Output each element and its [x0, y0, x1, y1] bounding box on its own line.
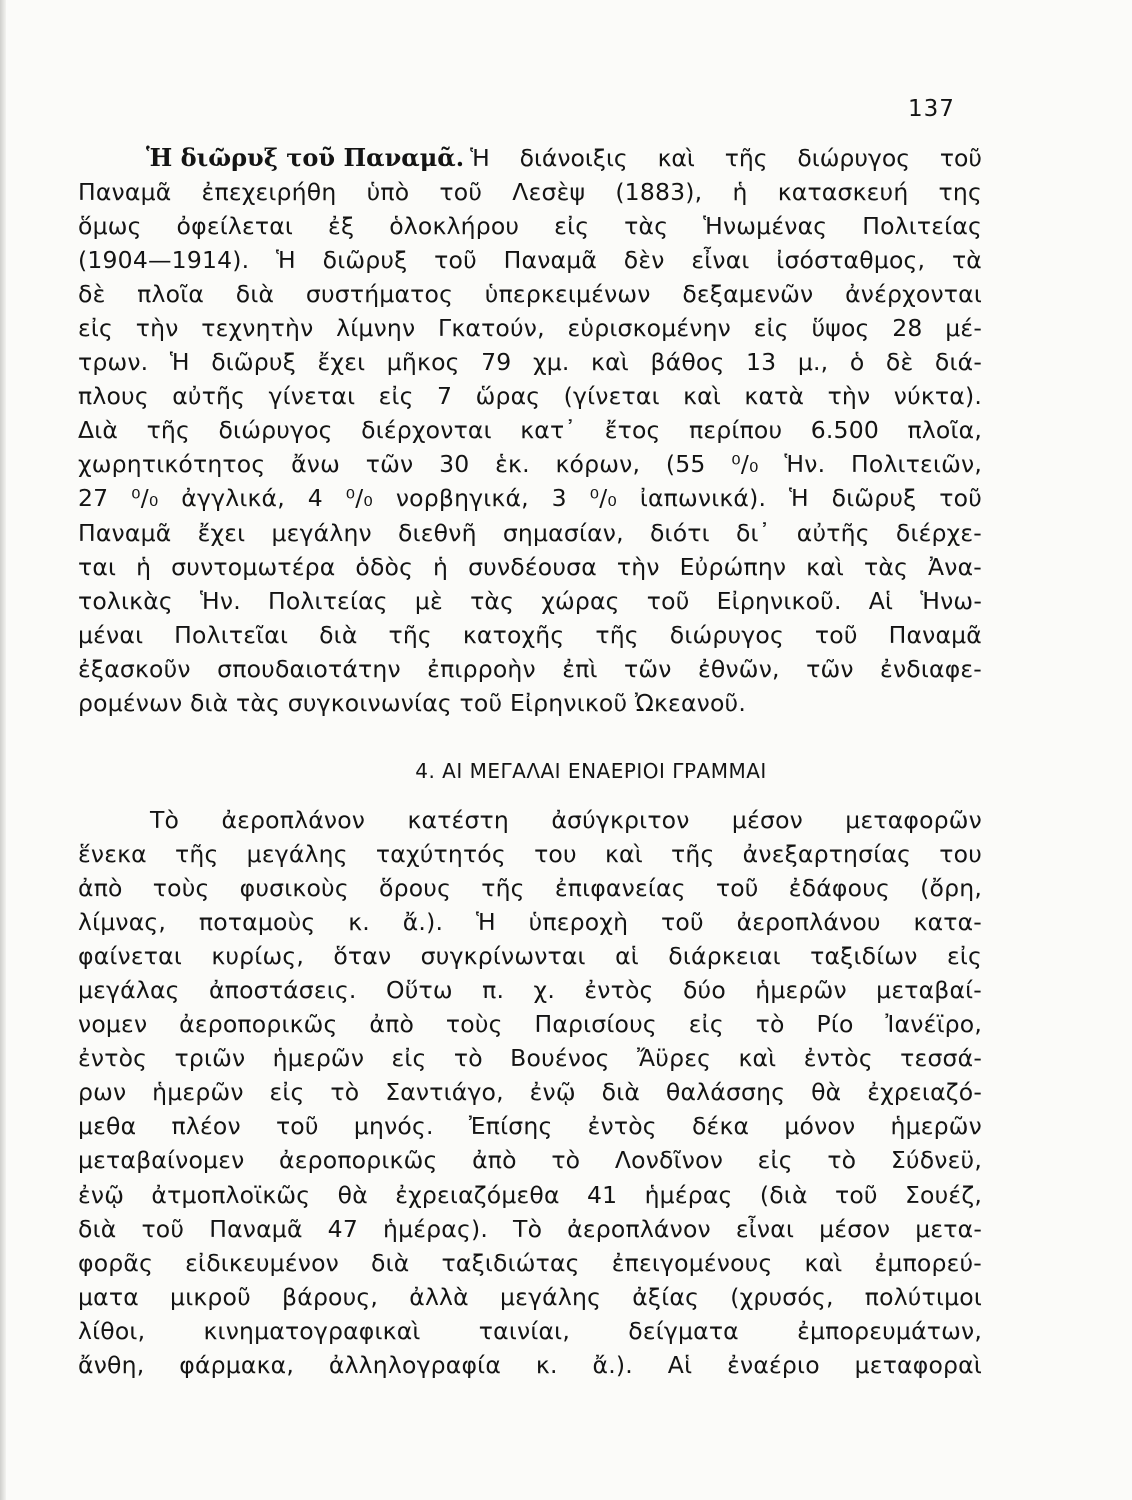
section-heading: 4. ΑΙ ΜΕΓΑΛΑΙ ΕΝΑΕΡΙΟΙ ΓΡΑΜΜΑΙ [415, 759, 767, 783]
text-line: ἀπὸ τοὺς φυσικοὺς ὅρους τῆς ἐπιφανείας τοῦ ἐδάφους (ὄρη, [78, 874, 982, 903]
text-line: χωρητικότητος ἄνω τῶν 30 ἑκ. κόρων, (55 ⁰/₀ Ἡν. Πολιτειῶν, [78, 450, 982, 479]
panama-paragraph [78, 141, 982, 720]
text-line: ἐνῷ ἀτμοπλοϊκῶς θὰ ἐχρειαζόμεθα 41 ἡμέρας (διὰ τοῦ Σουέζ, [78, 1180, 982, 1209]
text-line: Τὸ ἀεροπλάνον κατέστη ἀσύγκριτον μέσον μεταφορῶν [150, 806, 982, 834]
air-paragraph [78, 803, 982, 1382]
text-line: φορᾶς εἰδικευμένον διὰ ταξιδιώτας ἐπειγομένους καὶ ἐμπορεύ- [78, 1248, 982, 1277]
text-line: ἄνθη, φάρμακα, ἀλληλογραφία κ. ἄ.). Αἱ ἐναέριο μεταφοραὶ [78, 1350, 982, 1379]
text-line: (1904—1914). Ἡ διῶρυξ τοῦ Παναμᾶ δὲν εἶναι ἰσόσταθμος, τὰ [78, 246, 982, 275]
page-number: 137 [908, 96, 955, 122]
text-line: λίθοι, κινηματογραφικαὶ ταινίαι, δείγματα ἐμπορευμάτων, [78, 1316, 982, 1345]
text-line: τρων. Ἡ διῶρυξ ἔχει μῆκος 79 χμ. καὶ βάθος 13 μ., ὁ δὲ διά- [78, 348, 982, 377]
text-line: μεταβαίνομεν ἀεροπορικῶς ἀπὸ τὸ Λονδῖνον εἰς τὸ Σύδνεϋ, [78, 1146, 982, 1175]
binding-edge [0, 0, 6, 1500]
lead-term: Ἡ διῶρυξ τοῦ Παναμᾶ. [146, 143, 465, 172]
text-line: ρων ἡμερῶν εἰς τὸ Σαντιάγο, ἐνῷ διὰ θαλάσσης θὰ ἐχρειαζό- [78, 1078, 982, 1107]
text-line: ἕνεκα τῆς μεγάλης ταχύτητός του καὶ τῆς ἀνεξαρτησίας του [78, 840, 982, 869]
text-line: εἰς τὴν τεχνητὴν λίμνην Γκατούν, εὑρισκομένην εἰς ὕψος 28 μέ- [78, 314, 982, 343]
paragraph-first-line [78, 141, 982, 175]
text-line: μεγάλας ἀποστάσεις. Οὕτω π. χ. ἐντὸς δύο ἡμερῶν μεταβαί- [78, 976, 982, 1005]
text-line: μεθα πλέον τοῦ μηνός. Ἐπίσης ἐντὸς δέκα μόνον ἡμερῶν [78, 1112, 982, 1141]
text-line: διὰ τοῦ Παναμᾶ 47 ἡμέρας). Τὸ ἀεροπλάνον εἶναι μέσον μετα- [78, 1214, 982, 1243]
text-line: πλους αὐτῆς γίνεται εἰς 7 ὥρας (γίνεται καὶ κατὰ τὴν νύκτα). [78, 382, 982, 411]
text-line: ἐντὸς τριῶν ἡμερῶν εἰς τὸ Βουένος Ἄϋρες καὶ ἐντὸς τεσσά- [78, 1044, 982, 1073]
text-line: μέναι Πολιτεῖαι διὰ τῆς κατοχῆς τῆς διώρυγος τοῦ Παναμᾶ [78, 620, 982, 649]
text-line: Διὰ τῆς διώρυγος διέρχονται κατ᾽ ἔτος περίπου 6.500 πλοῖα, [78, 416, 982, 445]
text-line: νομεν ἀεροπορικῶς ἀπὸ τοὺς Παρισίους εἰς τὸ Ρίο Ἰανέϊρο, [78, 1010, 982, 1039]
text-line: ὅμως ὀφείλεται ἐξ ὁλοκλήρου εἰς τὰς Ἡνωμένας Πολιτείας [78, 212, 982, 241]
first-line-text: Ἡ διάνοιξις καὶ τῆς διώρυγος τοῦ [470, 144, 982, 172]
text-line: ματα μικροῦ βάρους, ἀλλὰ μεγάλης ἀξίας (χρυσός, πολύτιμοι [78, 1282, 982, 1311]
text-line: τολικὰς Ἡν. Πολιτείας μὲ τὰς χώρας τοῦ Εἰρηνικοῦ. Αἱ Ἡνω- [78, 586, 982, 615]
text-line: Παναμᾶ ἔχει μεγάλην διεθνῆ σημασίαν, διότι δι᾽ αὐτῆς διέρχε- [78, 518, 982, 547]
text-line: λίμνας, ποταμοὺς κ. ἄ.). Ἡ ὑπεροχὴ τοῦ ἀεροπλάνου κατα- [78, 908, 982, 937]
text-line: φαίνεται κυρίως, ὅταν συγκρίνωνται αἱ διάρκειαι ταξιδίων εἰς [78, 942, 982, 971]
text-line: 27 ⁰/₀ ἀγγλικά, 4 ⁰/₀ νορβηγικά, 3 ⁰/₀ ἰαπωνικά). Ἡ διῶρυξ τοῦ [78, 484, 982, 513]
text-line: ρομένων διὰ τὰς συγκοινωνίας τοῦ Εἰρηνικοῦ Ὠκεανοῦ. [78, 688, 747, 717]
text-line: Παναμᾶ ἐπεχειρήθη ὑπὸ τοῦ Λεσὲψ (1883), ἡ κατασκευή της [78, 178, 982, 207]
text-line: ἐξασκοῦν σπουδαιοτάτην ἐπιρροὴν ἐπὶ τῶν ἐθνῶν, τῶν ἐνδιαφε- [78, 654, 982, 683]
text-line: δὲ πλοῖα διὰ συστήματος ὑπερκειμένων δεξαμενῶν ἀνέρχονται [78, 280, 982, 309]
text-line: ται ἡ συντομωτέρα ὁδὸς ἡ συνδέουσα τὴν Εὐρώπην καὶ τὰς Ἀνα- [78, 552, 982, 581]
